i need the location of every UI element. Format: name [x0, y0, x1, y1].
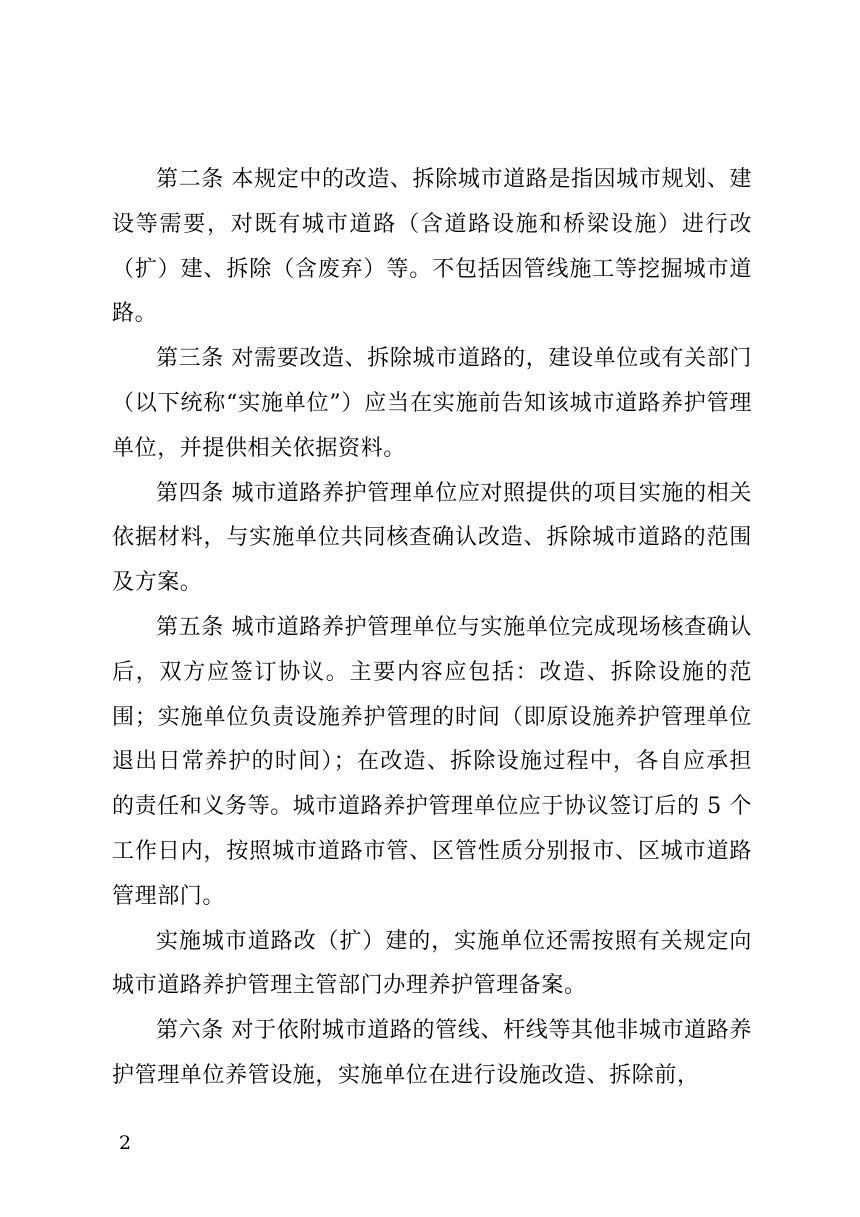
paragraph-article-5: 第五条 城市道路养护管理单位与实施单位完成现场核查确认后，双方应签订协议。主要内容应包括：改造、拆除设施的范围；实施单位负责设施养护管理的时间（即原设施养护管理单位退出日常养护的时间）；在改造、拆除设施过程中，各自应承担的责任和义务等。城市道路养护管理单位应于协议签订后的 5 个工作日内，按照城市道路市管、区管性质分别报市、区城市道路管理部门。	[112, 614, 752, 909]
paragraph-article-3: 第三条 对需要改造、拆除城市道路的，建设单位或有关部门（以下统称“实施单位”）应当在实施前告知该城市道路养护管理单位，并提供相关依据资料。	[112, 346, 752, 461]
paragraph-article-4: 第四条 城市道路养护管理单位应对照提供的项目实施的相关依据材料，与实施单位共同核查确认改造、拆除城市道路的范围及方案。	[112, 480, 752, 596]
paragraph-article-6: 第六条 对于依附城市道路的管线、杆线等其他非城市道路养护管理单位养管设施，实施单位在进行设施改造、拆除前，	[112, 1018, 752, 1088]
paragraph-article-5-supplement: 实施城市道路改（扩）建的，实施单位还需按照有关规定向城市道路养护管理主管部门办理养护管理备案。	[112, 928, 752, 999]
document-body	[112, 158, 752, 1099]
paragraph-article-2: 第二条 本规定中的改造、拆除城市道路是指因城市规划、建设等需要，对既有城市道路（含道路设施和桥梁设施）进行改（扩）建、拆除（含废弃）等。不包括因管线施工等挖掘城市道路。	[112, 167, 752, 327]
page-number: 2	[119, 1132, 132, 1154]
